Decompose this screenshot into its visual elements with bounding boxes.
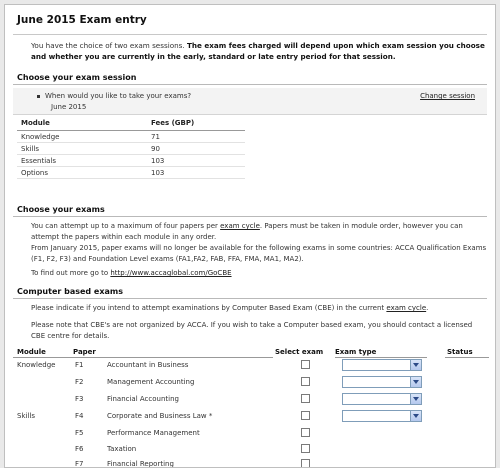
- cbe-row-name: Accountant in Business: [107, 361, 189, 369]
- gocbe-link[interactable]: http://www.accaglobal.com/GoCBE: [110, 269, 232, 277]
- cbe-header-status: Status: [447, 348, 473, 356]
- fees-value: 103: [151, 157, 165, 165]
- fees-module: Knowledge: [21, 133, 60, 141]
- exams-section-heading: Choose your exams: [13, 203, 487, 217]
- fees-module: Essentials: [21, 157, 57, 165]
- session-question: When would you like to take your exams?: [45, 92, 192, 100]
- cbe-row-code: F2: [75, 378, 84, 386]
- page-title: June 2015 Exam entry: [17, 14, 147, 26]
- table-row: [5, 441, 495, 457]
- exam-type-select[interactable]: [342, 410, 422, 422]
- cbe-section-heading: Computer based exams: [13, 285, 487, 299]
- select-exam-checkbox[interactable]: [301, 459, 310, 468]
- table-row: [17, 155, 245, 167]
- cbe-row-code: F5: [75, 429, 84, 437]
- session-selection-box: [13, 88, 487, 115]
- cbe-row-module: Knowledge: [17, 361, 56, 369]
- select-exam-checkbox[interactable]: [301, 377, 310, 386]
- cbe-row-code: F1: [75, 361, 84, 369]
- select-exam-checkbox[interactable]: [301, 428, 310, 437]
- chevron-down-icon[interactable]: [410, 411, 421, 421]
- cbe-row-code: F6: [75, 445, 84, 453]
- cbe-row-name: Taxation: [107, 445, 137, 453]
- table-row: [17, 167, 245, 179]
- exam-type-select[interactable]: [342, 359, 422, 371]
- exams-para-more: [31, 268, 487, 279]
- cbe-para-note: Please note that CBE's are not organized by ACCA. If you wish to take a Computer based exam, you should contact a licensed CBE centre for details.: [31, 321, 473, 340]
- cbe-row-code: F4: [75, 412, 84, 420]
- cbe-header-paper: Paper: [73, 348, 96, 356]
- fees-value: 71: [151, 133, 160, 141]
- cbe-header-select: Select exam: [275, 348, 324, 356]
- cbe-row-module: Skills: [17, 412, 35, 420]
- cbe-exam-cycle-link[interactable]: exam cycle: [386, 304, 427, 312]
- cbe-row-name: Financial Reporting: [107, 460, 174, 468]
- cbe-para-indicate-end: .: [426, 304, 429, 312]
- table-row: [5, 408, 495, 424]
- session-section-heading: Choose your exam session: [13, 71, 487, 85]
- select-exam-checkbox[interactable]: [301, 411, 310, 420]
- title-divider: [13, 34, 487, 35]
- exam-type-select[interactable]: [342, 376, 422, 388]
- exam-cycle-link[interactable]: exam cycle: [220, 222, 260, 230]
- fees-header-module: Module: [21, 119, 50, 127]
- select-exam-checkbox[interactable]: [301, 394, 310, 403]
- cbe-row-code: F3: [75, 395, 84, 403]
- select-exam-checkbox[interactable]: [301, 360, 310, 369]
- change-session-link[interactable]: Change session: [420, 92, 475, 100]
- cbe-header-module: Module: [17, 348, 46, 356]
- exams-para-paper: From January 2015, paper exams will no longer be available for the following exams in some countries: ACCA Qualification Exams (F1, F2, F3) and Foundation Level exams (FA1,FA2, FAB, FFA, FMA, MA1, MA2).: [31, 244, 487, 263]
- cbe-row-name: Performance Management: [107, 429, 200, 437]
- intro-text-bold: The exam fees charged will depend upon which exam session you choose and whether you are currently in the early, standard or late entry period for that session.: [31, 41, 485, 61]
- cbe-row-name: Corporate and Business Law *: [107, 412, 213, 420]
- cbe-para-indicate-text: Please indicate if you intend to attempt examinations by Computer Based Exam (CBE) in the current: [31, 304, 387, 312]
- session-answer: June 2015: [51, 103, 87, 111]
- exams-para-limit-text: You can attempt up to a maximum of four papers per: [31, 222, 221, 230]
- fees-value: 103: [151, 169, 165, 177]
- select-exam-checkbox[interactable]: [301, 444, 310, 453]
- bullet-icon: [37, 95, 40, 98]
- table-row: [5, 456, 495, 468]
- table-row: [17, 143, 245, 155]
- chevron-down-icon[interactable]: [410, 360, 421, 370]
- exams-para-limit: [31, 221, 487, 242]
- table-row: [17, 131, 245, 143]
- table-row: [5, 425, 495, 441]
- table-row: [5, 391, 495, 407]
- fees-header-fees: Fees (GBP): [151, 119, 195, 127]
- cbe-row-name: Financial Accounting: [107, 395, 179, 403]
- table-row: [5, 357, 495, 373]
- chevron-down-icon[interactable]: [410, 394, 421, 404]
- exam-type-select[interactable]: [342, 393, 422, 405]
- cbe-row-name: Management Accounting: [107, 378, 195, 386]
- intro-text: [31, 40, 487, 62]
- fees-module: Skills: [21, 145, 39, 153]
- exams-para-more-text: To find out more go to: [31, 269, 111, 277]
- cbe-header-exam-type: Exam type: [335, 348, 377, 356]
- cbe-para-indicate: [31, 303, 487, 314]
- table-row: [5, 374, 495, 390]
- fees-table-header: [17, 119, 245, 131]
- fees-module: Options: [21, 169, 49, 177]
- cbe-row-code: F7: [75, 460, 84, 468]
- fees-value: 90: [151, 145, 160, 153]
- intro-text-plain: You have the choice of two exam sessions.: [31, 41, 187, 50]
- exams-para-limit-text-2: . Papers must be taken in module order, however you can attempt the papers within each module in any order.: [31, 222, 463, 241]
- chevron-down-icon[interactable]: [410, 377, 421, 387]
- exam-entry-panel: [4, 4, 496, 468]
- fees-table: [17, 119, 245, 179]
